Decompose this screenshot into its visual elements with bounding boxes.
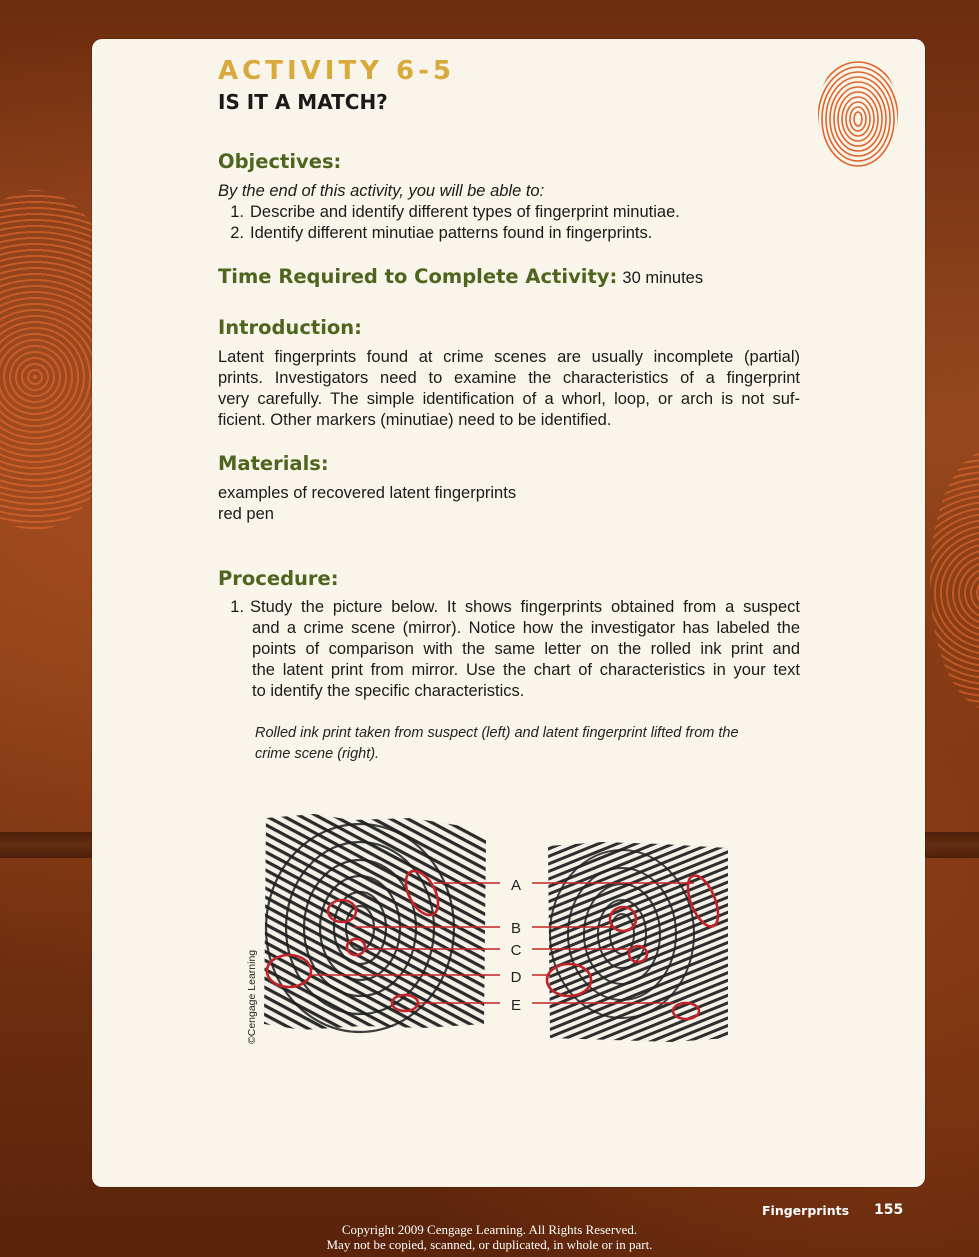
list-item: red pen — [218, 505, 274, 523]
list-item: examples of recovered latent fingerprints — [218, 484, 517, 502]
time-required — [218, 265, 703, 289]
materials-heading: Materials: — [218, 452, 329, 475]
label-a: A — [510, 877, 522, 894]
copyright-notice: Copyright 2009 Cengage Learning. All Rights Reserved. May not be copied, scanned, or duplicated, in whole or in part. — [326, 1222, 653, 1252]
objectives-list — [218, 202, 680, 244]
footer-section-title: Fingerprints — [762, 1203, 850, 1218]
page-number: 155 — [874, 1202, 904, 1218]
materials-list — [218, 483, 516, 525]
thumbprint-icon — [818, 57, 898, 169]
time-value: 30 minutes — [622, 269, 704, 287]
list-item: 2. Identify different minutiae patterns found in fingerprints. — [230, 224, 653, 242]
rolled-ink-print — [264, 814, 486, 1032]
procedure-step — [218, 597, 800, 702]
objectives-intro: By the end of this activity, you will be able to: — [218, 182, 545, 200]
step-number: 1. — [230, 598, 244, 616]
label-b: B — [510, 920, 522, 937]
list-item: 1. Describe and identify different types of fingerprint minutiae. — [230, 203, 680, 221]
fingerprint-comparison-figure — [262, 812, 732, 1048]
objectives-heading: Objectives: — [218, 150, 342, 173]
label-c: C — [510, 942, 522, 959]
time-heading: Time Required to Complete Activity: — [218, 265, 618, 288]
background-fingerprint-right — [930, 450, 979, 710]
label-e: E — [510, 997, 522, 1014]
figure-caption: Rolled ink print taken from suspect (left) and latent fingerprint lifted from the crime scene (right). — [255, 725, 739, 762]
introduction-heading: Introduction: — [218, 316, 362, 339]
introduction-body: Latent fingerprints found at crime scenes are usually incomplete (partial) prints. Investigators need to examine the characteristics of a fingerprint very carefully. The simple identification of a whorl, loop, or arch is not suf- ficient. Other markers (minutiae) need to be identified. — [218, 348, 800, 429]
figure-credit: ©Cengage Learning — [246, 949, 258, 1044]
latent-print — [548, 842, 728, 1042]
page-title: IS IT A MATCH? — [218, 90, 388, 114]
label-d: D — [510, 969, 522, 986]
procedure-heading: Procedure: — [218, 567, 339, 590]
step-text: Study the picture below. It shows fingerprints obtained from a suspect and a crime scene (mirror). Notice how the investigator has labeled the points of comparison with the same letter on the rolled ink print and the latent print from mirror. Use the chart of characteristics in your text to identify the specific characteristics. — [250, 598, 800, 700]
activity-number: ACTIVITY 6-5 — [218, 56, 455, 86]
